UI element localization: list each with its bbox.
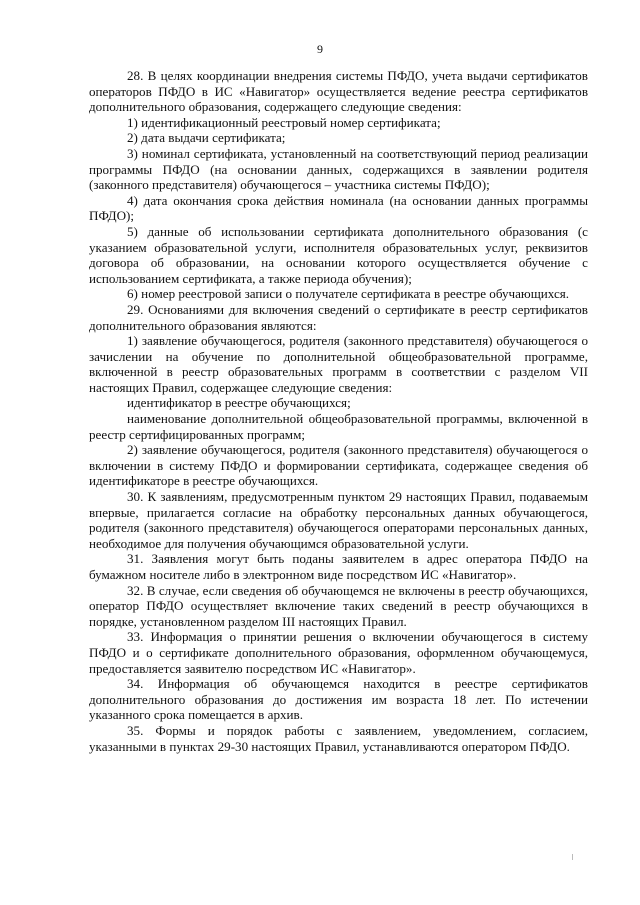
paragraph-34: 34. Информация об обучающемся находится в реестре сертификатов дополнительного образования до достижения им возраста 18 лет. По истечении указанного срока помещается в архив. bbox=[89, 676, 588, 723]
paragraph-29: 29. Основаниями для включения сведений о сертификате в реестр сертификатов дополнительного образования являются: bbox=[89, 301, 588, 333]
paragraph-33: 33. Информация о принятии решения о включении обучающегося в систему ПФДО и о сертификате дополнительного образования, оформленном обучающемуся, предоставляется заявителю посредством ИС «Навигатор». bbox=[89, 629, 588, 676]
list-item-28-5: 5) данные об использовании сертификата дополнительного образования (с указанием образовательной услуги, исполнителя образовательных услуг, реквизитов договора об образовании, на основании которого осуществляется обучение с использованием сертификата, а также периода обучения); bbox=[89, 223, 588, 286]
page-number: 9 bbox=[317, 42, 323, 56]
paragraph-31: 31. Заявления могут быть поданы заявителем в адрес оператора ПФДО на бумажном носителе либо в электронном виде посредством ИС «Навигатор». bbox=[89, 551, 588, 582]
list-subitem-identifier: идентификатор в реестре обучающихся; bbox=[127, 395, 351, 411]
paragraph-30: 30. К заявлениям, предусмотренным пунктом 29 настоящих Правил, подаваемым впервые, прилагается согласие на обработку персональных данных обучающегося, родителя (законного представителя) обучающегося операторами персональных данных, необходимое для получения обучающимся образовательной услуги. bbox=[89, 489, 588, 551]
list-item-28-6: 6) номер реестровой записи о получателе сертификата в реестре обучающихся. bbox=[127, 286, 570, 302]
paragraph-35: 35. Формы и порядок работы с заявлением, уведомлением, согласием, указанными в пунктах 29-30 настоящих Правил, устанавливаются оператором ПФДО. bbox=[89, 722, 588, 754]
list-item-28-2: 2) дата выдачи сертификата; bbox=[127, 130, 286, 146]
document-body bbox=[89, 68, 588, 754]
paragraph-32: 32. В случае, если сведения об обучающемся не включены в реестр обучающихся, оператор ПФДО осуществляет включение таких сведений в реестр обучающихся в порядке, установленном разделом III настоящих Правил. bbox=[89, 582, 588, 629]
list-item-28-1: 1) идентификационный реестровый номер сертификата; bbox=[127, 114, 441, 130]
list-subitem-program-name: наименование дополнительной общеобразовательной программы, включенной в реестр сертифицированных программ; bbox=[89, 411, 588, 442]
paragraph-28: 28. В целях координации внедрения системы ПФДО, учета выдачи сертификатов операторов ПФДО в ИС «Навигатор» осуществляется ведение реестра сертификатов дополнительного образования, содержащего следующие сведения: bbox=[89, 68, 588, 115]
list-item-29-2: 2) заявление обучающегося, родителя (законного представителя) обучающегося о включении в систему ПФДО и формировании сертификата, содержащее сведения об идентификаторе в реестре обучающихся. bbox=[89, 442, 588, 489]
list-item-28-3: 3) номинал сертификата, установленный на соответствующий период реализации программы ПФДО (на основании данных, содержащихся в заявлении родителя (законного представителя) обучающегося – участника системы ПФДО); bbox=[89, 145, 588, 193]
list-item-28-4: 4) дата окончания срока действия номинала (на основании данных программы ПФДО); bbox=[89, 192, 588, 224]
scan-mark bbox=[572, 854, 577, 860]
list-item-29-1: 1) заявление обучающегося, родителя (законного представителя) обучающегося о зачислении на обучение по дополнительной общеобразовательной программе, включенной в реестр образовательных программ в соответствии с разделом VII настоящих Правил, содержащее следующие сведения: bbox=[89, 333, 588, 395]
